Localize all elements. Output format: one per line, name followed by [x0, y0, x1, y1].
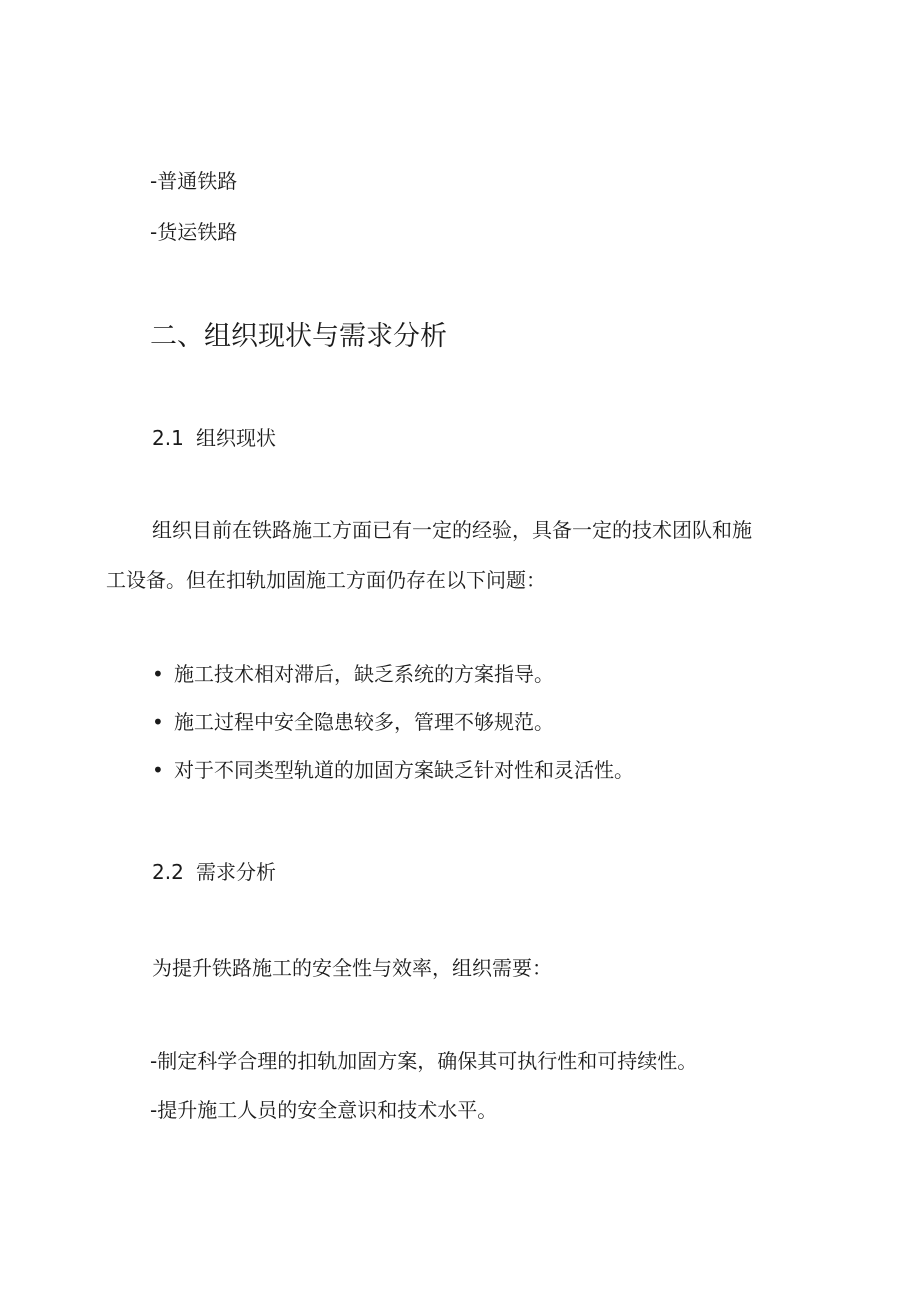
subsection-number: 2.1 [152, 426, 184, 450]
subsection-heading [152, 858, 276, 886]
bullet-icon: • [152, 710, 164, 734]
list-item: -货运铁路 [150, 220, 238, 244]
subsection-title: 需求分析 [196, 860, 276, 884]
bullet-text: 施工过程中安全隐患较多，管理不够规范。 [174, 710, 554, 734]
paragraph: 为提升铁路施工的安全性与效率，组织需要： [152, 956, 552, 980]
bullet-text: 对于不同类型轨道的加固方案缺乏针对性和灵活性。 [174, 758, 634, 782]
paragraph-line: 组织目前在铁路施工方面已有一定的经验，具备一定的技术团队和施 [152, 518, 752, 542]
paragraph-line: 工设备。但在扣轨加固施工方面仍存在以下问题： [106, 568, 546, 592]
list-item: -提升施工人员的安全意识和技术水平。 [150, 1098, 498, 1122]
bullet-item [152, 660, 554, 688]
bullet-text: 施工技术相对滞后，缺乏系统的方案指导。 [174, 662, 554, 686]
paragraph [106, 516, 806, 596]
subsection-heading [152, 424, 276, 452]
bullet-icon: • [152, 662, 164, 686]
bullet-icon: • [152, 758, 164, 782]
bullet-item [152, 708, 554, 736]
list-item: -普通铁路 [150, 169, 238, 193]
subsection-title: 组织现状 [196, 426, 276, 450]
section-heading: 二、组织现状与需求分析 [150, 321, 447, 352]
bullet-item [152, 756, 634, 784]
list-item: -制定科学合理的扣轨加固方案，确保其可执行性和可持续性。 [150, 1049, 698, 1073]
subsection-number: 2.2 [152, 860, 184, 884]
